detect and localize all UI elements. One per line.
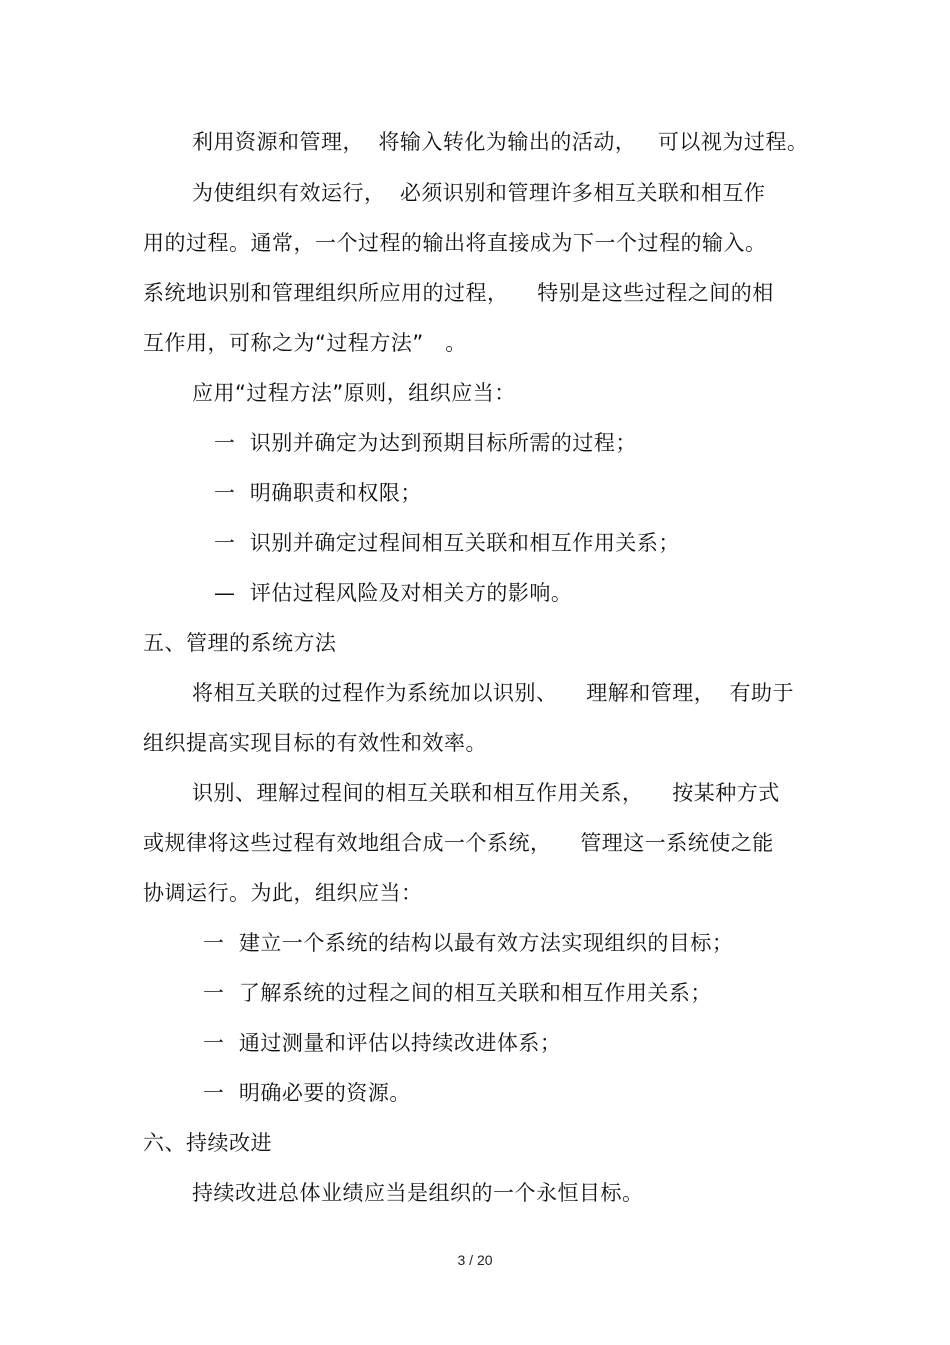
text-line: 利用资源和管理， 将输入转化为输出的活动， 可以视为过程。 [192, 130, 809, 154]
text-line: 或规律将这些过程有效地组合成一个系统， 管理这一系统使之能 [143, 831, 774, 855]
list-item: 一 明确必要的资源。 [203, 1081, 411, 1105]
text-line: 将相互关联的过程作为系统加以识别、 理解和管理， 有助于 [192, 681, 795, 705]
text-line: 互作用，可称之为“过程方法” 。 [143, 331, 467, 355]
text-line: 持续改进总体业绩应当是组织的一个永恒目标。 [192, 1181, 644, 1205]
list-item: 一 明确职责和权限； [214, 481, 422, 505]
section-heading: 五、管理的系统方法 [143, 631, 337, 655]
text-line: 为使组织有效运行， 必须识别和管理许多相互关联和相互作 [192, 181, 766, 205]
text-line: 应用“过程方法”原则，组织应当： [192, 381, 516, 405]
text-line: 系统地识别和管理组织所应用的过程， 特别是这些过程之间的相 [143, 281, 774, 305]
text-line: 识别、理解过程间的相互关联和相互作用关系， 按某种方式 [192, 781, 780, 805]
text-line: 协调运行。为此，组织应当： [143, 881, 423, 905]
list-item: — 评估过程风险及对相关方的影响。 [214, 581, 573, 605]
text-line: 用的过程。通常，一个过程的输出将直接成为下一个过程的输入。 [143, 231, 767, 255]
text-line: 组织提高实现目标的有效性和效率。 [143, 731, 487, 755]
list-item: 一 识别并确定为达到预期目标所需的过程； [214, 431, 637, 455]
page-number: 3 / 20 [457, 1252, 493, 1268]
section-heading: 六、持续改进 [143, 1131, 272, 1155]
list-item: 一 了解系统的过程之间的相互关联和相互作用关系； [203, 981, 712, 1005]
list-item: 一 识别并确定过程间相互关联和相互作用关系； [214, 531, 680, 555]
list-item: 一 通过测量和评估以持续改进体系； [203, 1031, 562, 1055]
list-item: 一 建立一个系统的结构以最有效方法实现组织的目标； [203, 931, 734, 955]
